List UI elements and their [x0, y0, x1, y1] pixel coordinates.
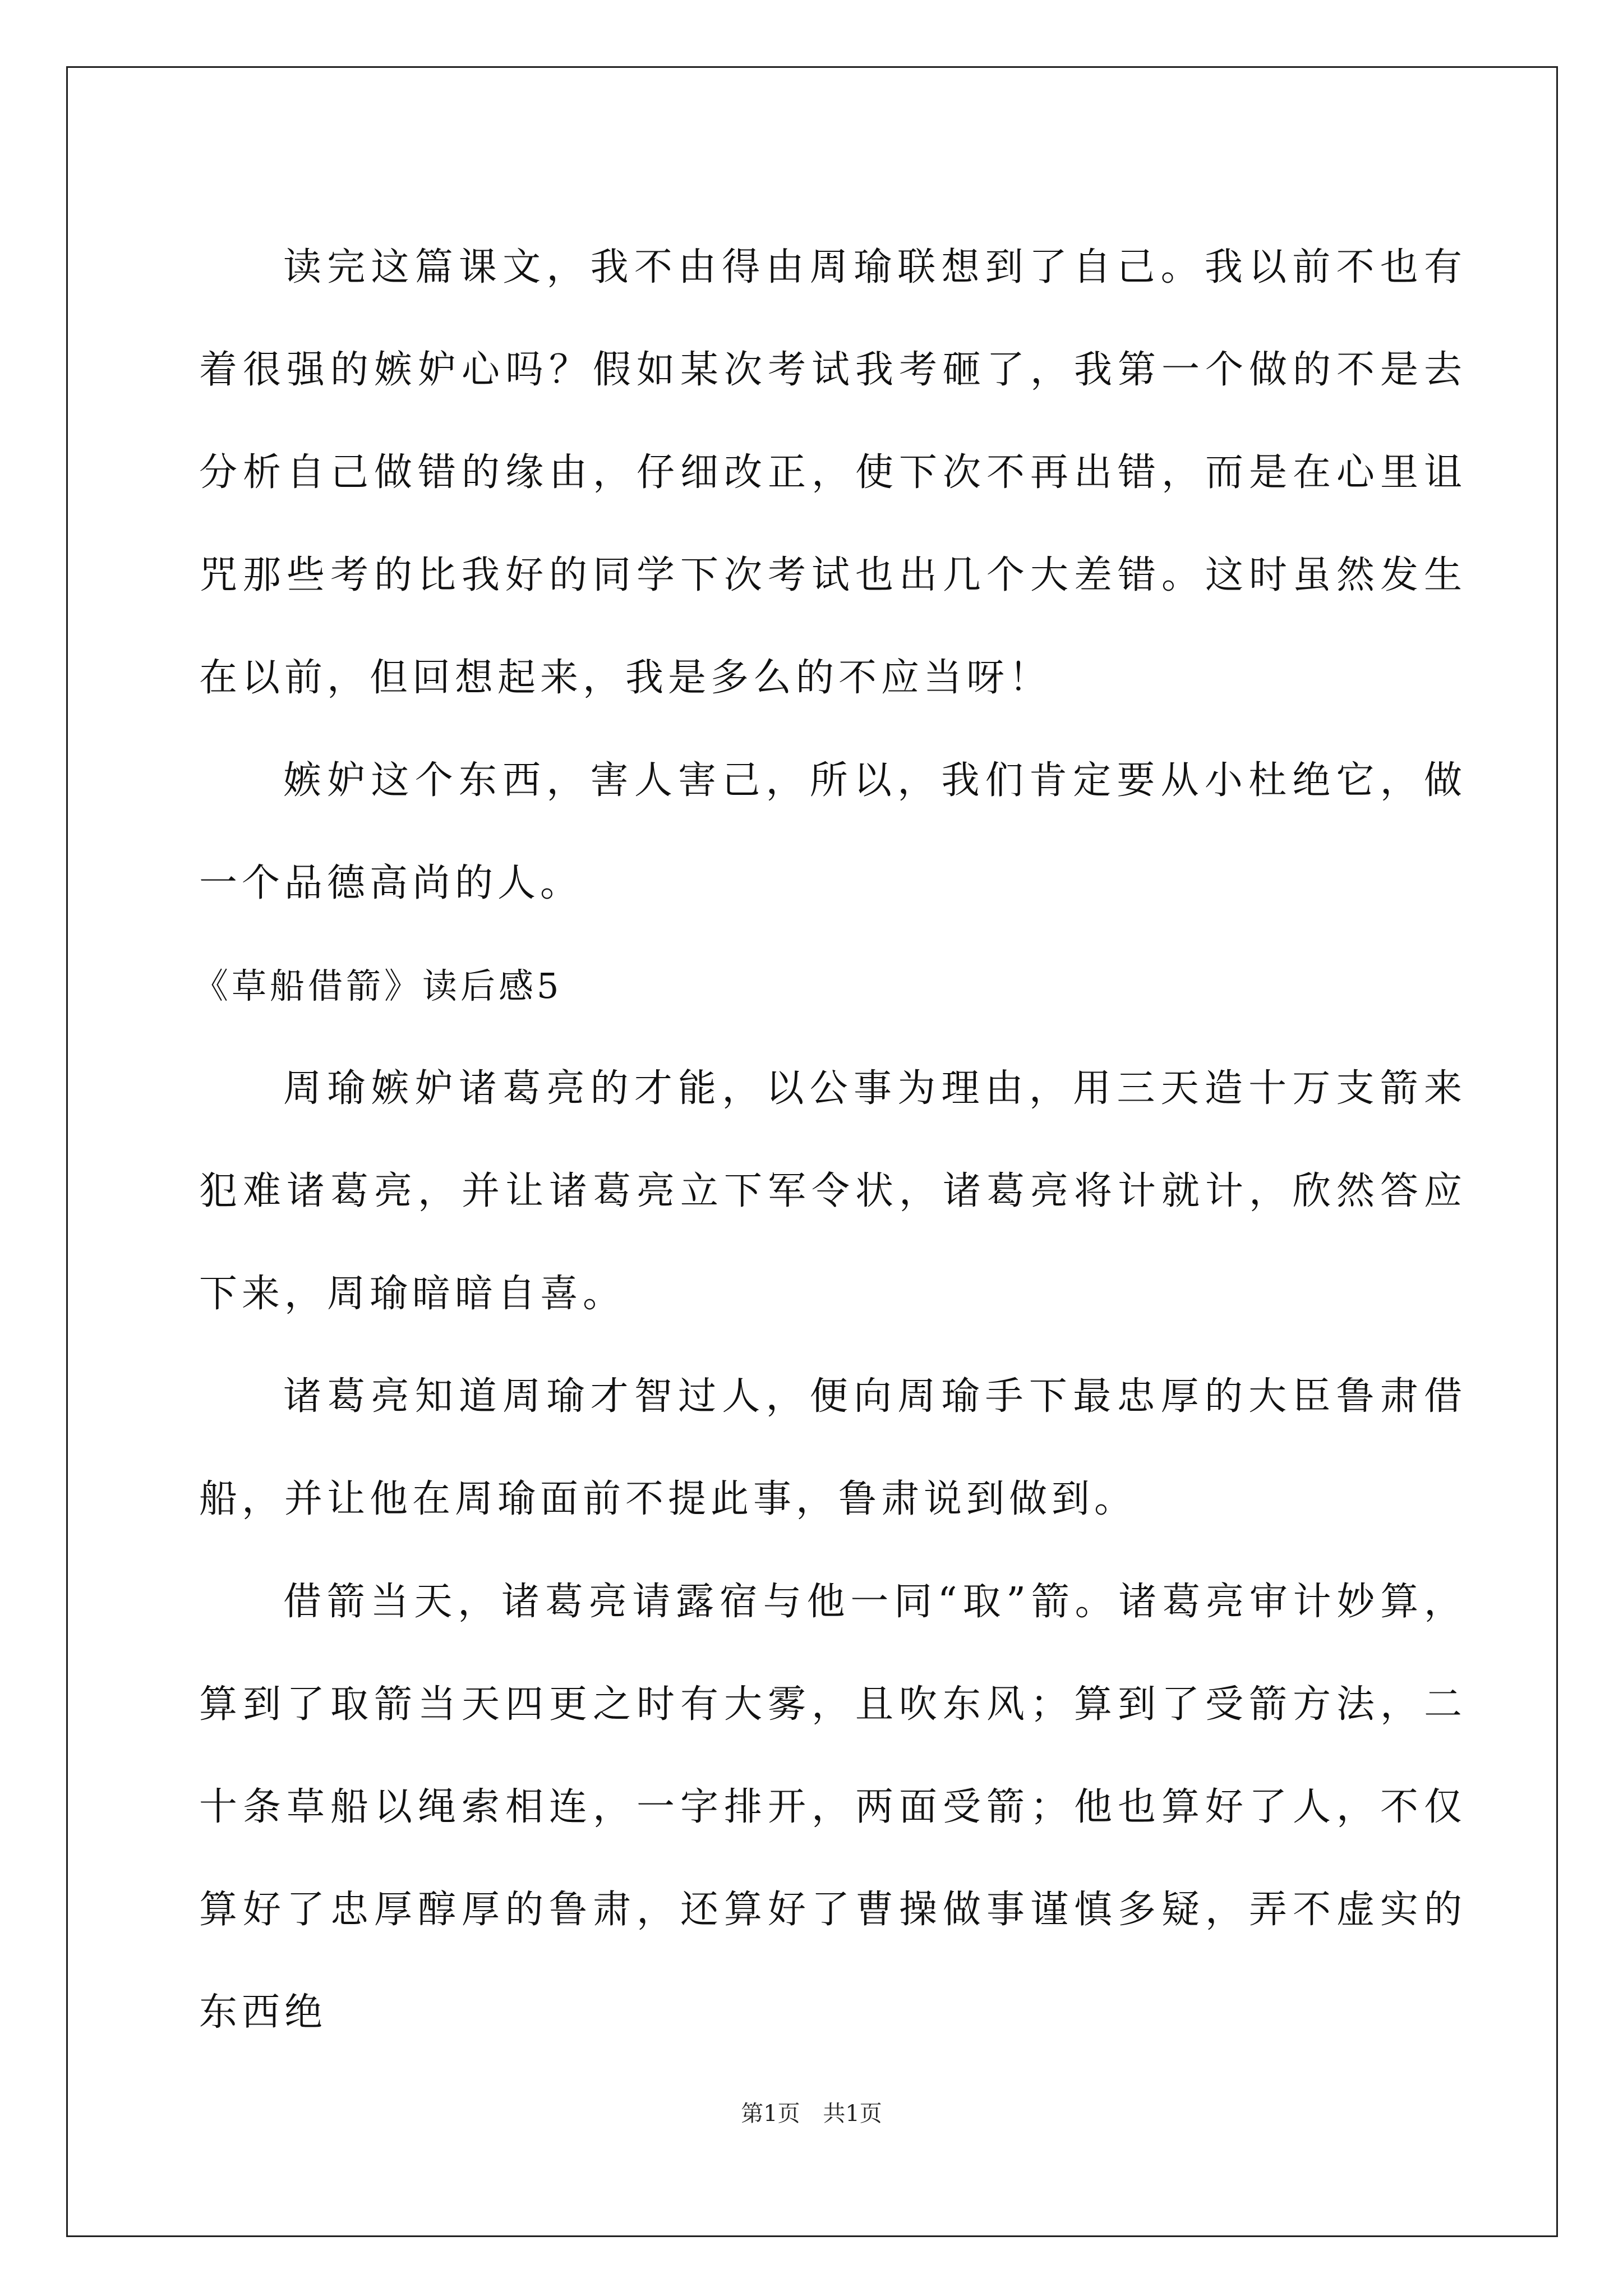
paragraph-reflection: 读完这篇课文，我不由得由周瑜联想到了自己。我以前不也有着很强的嫉妒心吗？假如某次考试我考砸了，我第一个做的不是去分析自己做错的缘由，仔细改正，使下次不再出错，而是在心里诅咒那些考的比我好的同学下次考试也出几个大差错。这时虽然发生在以前，但回想起来，我是多么的不应当呀！ [199, 245, 1467, 700]
paragraph-zhouyu: 周瑜嫉妒诸葛亮的才能，以公事为理由，用三天造十万支箭来犯难诸葛亮，并让诸葛亮立下军令状，诸葛亮将计就计，欣然答应下来，周瑜暗暗自喜。 [199, 1066, 1467, 1316]
page-footer [0, 2097, 1623, 2131]
document-body [193, 216, 1467, 2064]
paragraph-jealousy: 嫉妒这个东西，害人害己，所以，我们肯定要从小杜绝它，做一个品德高尚的人。 [199, 758, 1467, 905]
paragraph-zhuge-borrow-boats: 诸葛亮知道周瑜才智过人，便向周瑜手下最忠厚的大臣鲁肃借船，并让他在周瑜面前不提此事，鲁肃说到做到。 [199, 1374, 1467, 1521]
paragraph-borrow-arrows: 借箭当天，诸葛亮请露宿与他一同“取”箭。诸葛亮审计妙算，算到了取箭当天四更之时有大雾，且吹东风；算到了受箭方法，二十条草船以绳索相连，一字排开，两面受箭；他也算好了人，不仅算好了忠厚醇厚的鲁肃，还算好了曹操做事谨慎多疑，弄不虚实的东西绝 [199, 1580, 1467, 2035]
page-number: 第1页 [741, 2101, 800, 2127]
page-total: 共1页 [823, 2101, 882, 2127]
section-heading: 《草船借箭》读后感5 [193, 965, 562, 1006]
